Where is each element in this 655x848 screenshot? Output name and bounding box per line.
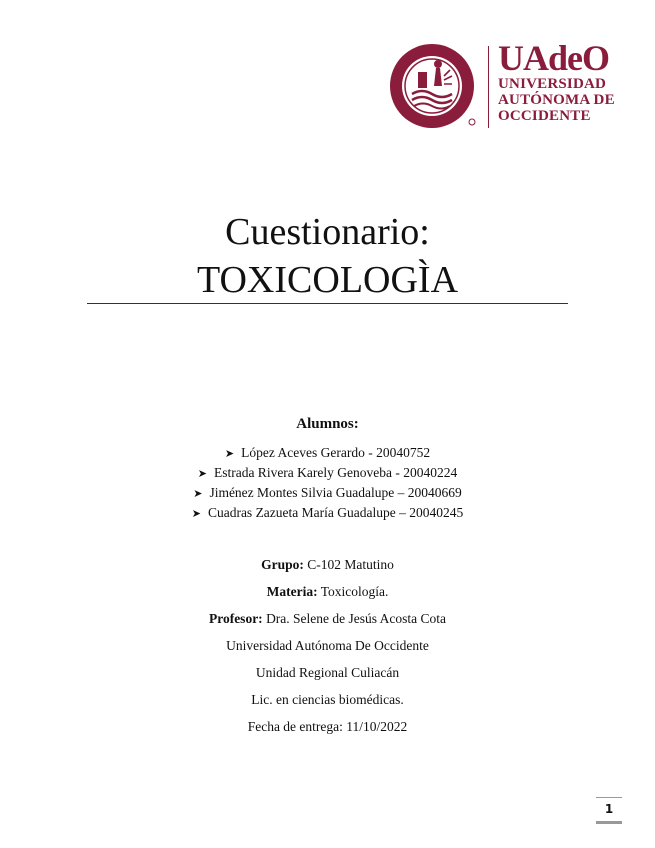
materia-label: Materia: xyxy=(266,584,318,599)
students-list xyxy=(0,443,655,523)
students-heading: Alumnos: xyxy=(296,416,359,432)
profesor-value: Dra. Selene de Jesús Acosta Cota xyxy=(262,611,447,626)
document-title-line1: Cuestionario: xyxy=(225,211,430,253)
list-item xyxy=(0,483,655,503)
grupo-line xyxy=(0,555,655,582)
degree-program: Lic. en ciencias biomédicas. xyxy=(251,692,404,707)
student-name: López Aceves Gerardo - 20040752 xyxy=(241,445,431,460)
students-section xyxy=(0,414,655,523)
arrow-bullet-icon: ➤ xyxy=(193,487,203,500)
student-name: Jiménez Montes Silvia Guadalupe – 20040669 xyxy=(209,485,462,500)
page-number: 1 xyxy=(596,797,622,824)
title-divider xyxy=(87,303,568,304)
university-seal-icon xyxy=(388,42,476,130)
list-item xyxy=(0,503,655,523)
grupo-value: C-102 Matutino xyxy=(303,557,394,572)
profesor-line xyxy=(0,609,655,636)
grupo-label: Grupo: xyxy=(261,557,304,572)
brand-name: UAdeO xyxy=(498,38,609,78)
arrow-bullet-icon: ➤ xyxy=(191,507,201,520)
materia-value: Toxicología. xyxy=(317,584,389,599)
logo-divider xyxy=(488,46,489,128)
brand-line: UNIVERSIDAD xyxy=(498,76,607,92)
student-name: Estrada Rivera Karely Genoveba - 20040224 xyxy=(213,465,458,480)
list-item xyxy=(0,463,655,483)
university-name: Universidad Autónoma De Occidente xyxy=(226,638,429,653)
university-brand xyxy=(498,40,628,124)
document-title-line2: TOXICOLOGÌA xyxy=(196,259,459,301)
arrow-bullet-icon: ➤ xyxy=(224,447,235,460)
university-logo xyxy=(388,40,628,132)
brand-line: AUTÓNOMA DE xyxy=(498,92,615,108)
student-name: Cuadras Zazueta María Guadalupe – 20040245 xyxy=(207,505,464,520)
delivery-date: Fecha de entrega: 11/10/2022 xyxy=(247,719,408,734)
brand-line: OCCIDENTE xyxy=(498,108,591,124)
regional-unit: Unidad Regional Culiacán xyxy=(255,665,400,680)
list-item xyxy=(0,443,655,463)
course-info xyxy=(0,555,655,744)
profesor-label: Profesor: xyxy=(208,611,263,626)
materia-line xyxy=(0,582,655,609)
arrow-bullet-icon: ➤ xyxy=(197,467,207,480)
